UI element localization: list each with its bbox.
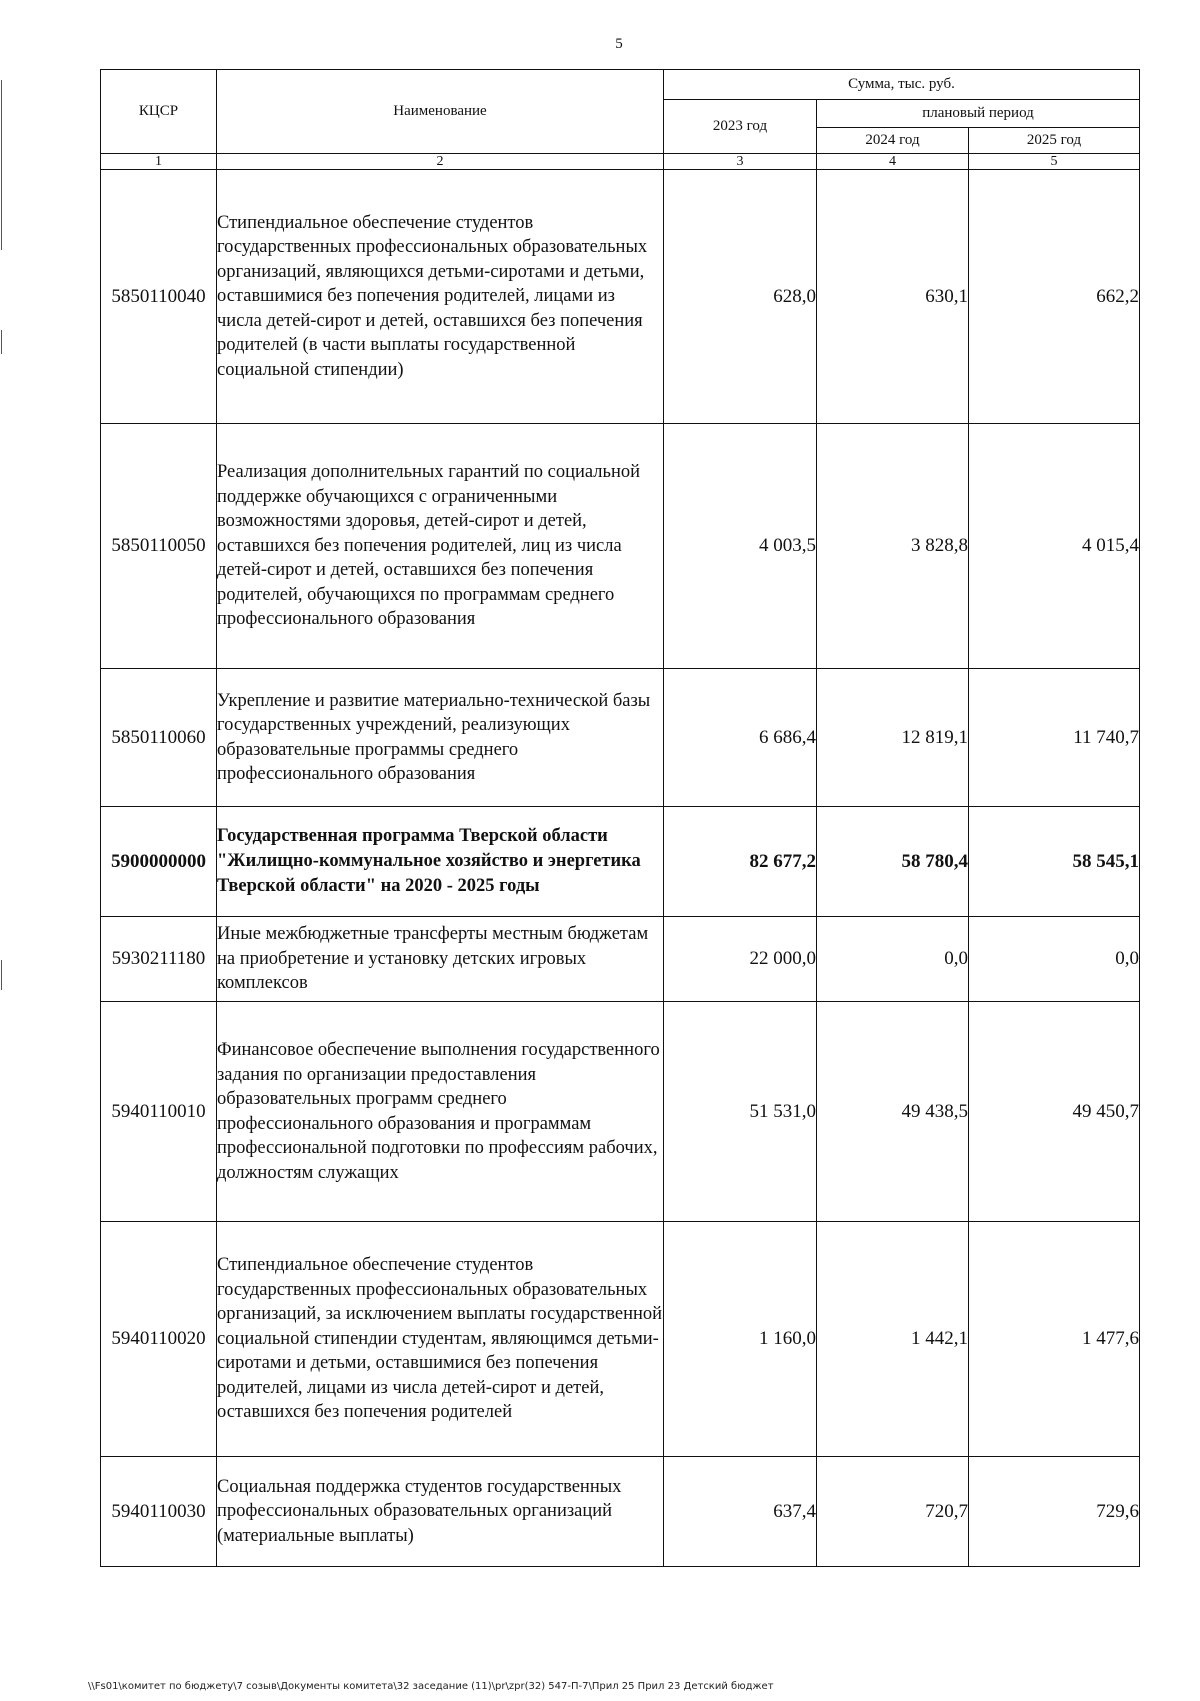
col-index-3: 3 (664, 154, 817, 170)
row-value-2024: 49 438,5 (817, 1002, 969, 1222)
row-value-2023: 4 003,5 (664, 424, 817, 669)
row-value-2023: 628,0 (664, 170, 817, 424)
row-value-2025: 1 477,6 (969, 1222, 1140, 1457)
row-code: 5930211180 (101, 917, 217, 1002)
row-value-2023: 637,4 (664, 1457, 817, 1567)
row-code: 5900000000 (101, 807, 217, 917)
row-code: 5940110010 (101, 1002, 217, 1222)
scan-edge-mark (1, 80, 2, 250)
col-index-5: 5 (969, 154, 1140, 170)
table-row (101, 917, 1140, 1002)
header-year-2024: 2024 год (817, 128, 969, 154)
table-row (101, 1222, 1140, 1457)
row-value-2025: 49 450,7 (969, 1002, 1140, 1222)
footer-file-path: \\Fs01\комитет по бюджету\7 созыв\Документы комитета\32 заседание (11)\pr\zpr(32) 547-П-7\Прил 25 Прил 23 Детский бюджет (88, 1681, 774, 1692)
row-value-2024: 0,0 (817, 917, 969, 1002)
col-index-2: 2 (217, 154, 664, 170)
row-name: Укрепление и развитие материально-технической базы государственных учреждений, реализующих образовательные программы среднего профессионального образования (217, 669, 664, 807)
header-code: КЦСР (101, 70, 217, 154)
table-row (101, 424, 1140, 669)
row-name: Реализация дополнительных гарантий по социальной поддержке обучающихся с ограниченными возможностями здоровья, детей-сирот и детей, оставшихся без попечения родителей, лиц из числа детей-сирот и детей, оставшихся без попечения родителей, обучающихся по программам среднего профессионального образования (217, 424, 664, 669)
row-name: Стипендиальное обеспечение студентов государственных профессиональных образовательных организаций, являющихся детьми-сиротами и детьми, оставшимися без попечения родителей, лицами из числа детей-сирот и детей, оставшихся без попечения родителей (в части выплаты государственной социальной стипендии) (217, 170, 664, 424)
table-row (101, 1457, 1140, 1567)
row-value-2025: 58 545,1 (969, 807, 1140, 917)
row-name: Иные межбюджетные трансферты местным бюджетам на приобретение и установку детских игровых комплексов (217, 917, 664, 1002)
col-index-1: 1 (101, 154, 217, 170)
header-sum: Сумма, тыс. руб. (664, 70, 1140, 100)
table-row (101, 170, 1140, 424)
row-name: Государственная программа Тверской области "Жилищно-коммунальное хозяйство и энергетика Тверской области" на 2020 - 2025 годы (217, 807, 664, 917)
budget-table (100, 69, 1140, 1567)
row-value-2024: 720,7 (817, 1457, 969, 1567)
header-year-2023: 2023 год (664, 100, 817, 154)
row-code: 5850110050 (101, 424, 217, 669)
row-value-2024: 12 819,1 (817, 669, 969, 807)
scan-edge-mark (1, 330, 2, 354)
header-year-2025: 2025 год (969, 128, 1140, 154)
row-value-2024: 58 780,4 (817, 807, 969, 917)
row-value-2024: 1 442,1 (817, 1222, 969, 1457)
table-row (101, 1002, 1140, 1222)
row-name: Стипендиальное обеспечение студентов государственных профессиональных образовательных организаций, за исключением выплаты государственной социальной стипендии студентам, являющимся детьми-сиротами и детьми, оставшимися без попечения родителей, лицами из числа детей-сирот и детей, оставшихся без попечения родителей (217, 1222, 664, 1457)
table-row (101, 669, 1140, 807)
row-value-2025: 0,0 (969, 917, 1140, 1002)
row-name: Финансовое обеспечение выполнения государственного задания по организации предоставления образовательных программ среднего профессионального образования и программам профессиональной подготовки по профессиям рабочих, должностям служащих (217, 1002, 664, 1222)
row-value-2025: 4 015,4 (969, 424, 1140, 669)
page-number: 5 (615, 36, 623, 52)
row-code: 5850110040 (101, 170, 217, 424)
row-code: 5940110030 (101, 1457, 217, 1567)
row-value-2023: 6 686,4 (664, 669, 817, 807)
row-value-2024: 630,1 (817, 170, 969, 424)
row-code: 5940110020 (101, 1222, 217, 1457)
row-value-2025: 729,6 (969, 1457, 1140, 1567)
table-body (101, 170, 1140, 1567)
table-header (101, 70, 1140, 170)
table-row (101, 807, 1140, 917)
header-name: Наименование (217, 70, 664, 154)
row-value-2023: 82 677,2 (664, 807, 817, 917)
row-value-2023: 1 160,0 (664, 1222, 817, 1457)
row-name: Социальная поддержка студентов государственных профессиональных образовательных организаций (материальные выплаты) (217, 1457, 664, 1567)
row-value-2025: 662,2 (969, 170, 1140, 424)
row-value-2025: 11 740,7 (969, 669, 1140, 807)
scan-edge-mark (1, 960, 2, 990)
col-index-4: 4 (817, 154, 969, 170)
row-code: 5850110060 (101, 669, 217, 807)
row-value-2023: 22 000,0 (664, 917, 817, 1002)
row-value-2024: 3 828,8 (817, 424, 969, 669)
header-planned-period: плановый период (817, 100, 1140, 128)
row-value-2023: 51 531,0 (664, 1002, 817, 1222)
